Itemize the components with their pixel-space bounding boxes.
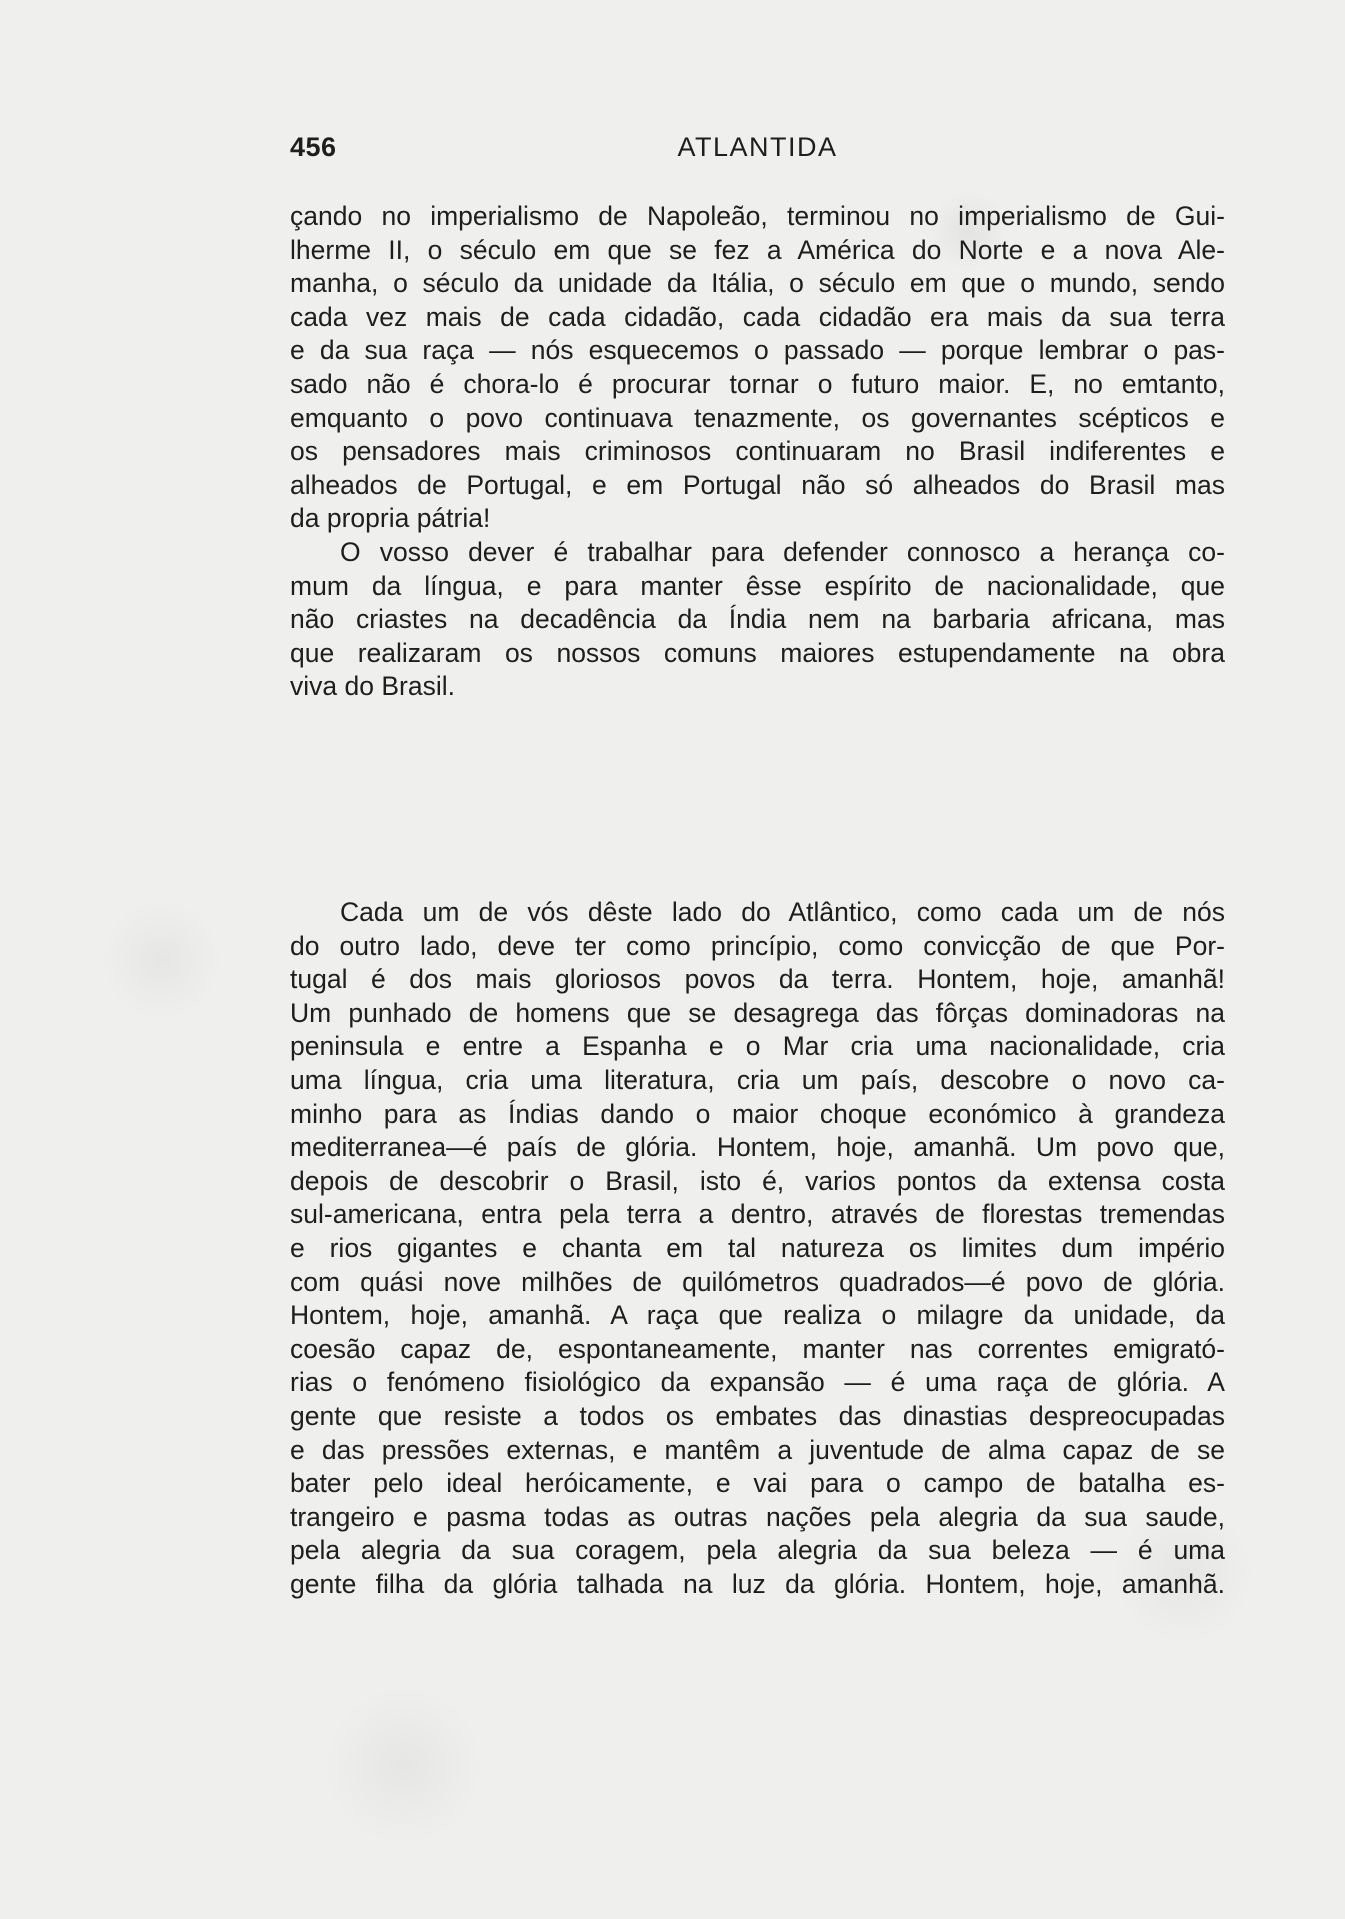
text-line: sul-americana, entra pela terra a dentro, através de florestas tremendas: [290, 1199, 1225, 1230]
text-line: çando no imperialismo de Napoleão, terminou no imperialismo de Gui-: [290, 201, 1225, 231]
text-line: rias o fenómeno fisiológico da expansão — é uma raça de glória. A: [290, 1367, 1225, 1398]
text-line: tugal é dos mais gloriosos povos da terra. Hontem, hoje, amanhã!: [290, 964, 1225, 995]
text-line: alheados de Portugal, e em Portugal não só alheados do Brasil mas: [290, 469, 1225, 500]
paragraph-cada-um: [290, 896, 1225, 1601]
text-line: trangeiro e pasma todas as outras nações pela alegria da sua saude,: [290, 1501, 1225, 1532]
text-line: lherme II, o século em que se fez a América do Norte e a nova Ale-: [290, 234, 1225, 265]
text-line: Um punhado de homens que se desagrega das fôrças dominadoras na: [290, 997, 1225, 1028]
text-line: peninsula e entre a Espanha e o Mar cria uma nacionalidade, cria: [290, 1031, 1225, 1062]
text-line: não criastes na decadência da Índia nem na barbaria africana, mas: [290, 604, 1225, 635]
text-line: mum da língua, e para manter êsse espírito de nacionalidade, que: [290, 570, 1225, 601]
paragraph-continuation: [290, 200, 1225, 536]
text-line: da propria pátria!: [290, 503, 491, 534]
page-header: [290, 132, 1225, 172]
text-line: coesão capaz de, espontaneamente, manter nas correntes emigrató-: [290, 1333, 1225, 1364]
text-line: cada vez mais de cada cidadão, cada cidadão era mais da sua terra: [290, 301, 1225, 332]
text-block-upper: [290, 200, 1225, 704]
text-line: do outro lado, deve ter como princípio, como convicção de que Por-: [290, 930, 1225, 961]
text-line: O vosso dever é trabalhar para defender connosco a herança co-: [340, 536, 1225, 567]
text-line: pela alegria da sua coragem, pela alegria da sua beleza — é uma: [290, 1535, 1225, 1566]
text-line: sado não é chora-lo é procurar tornar o futuro maior. E, no emtanto,: [290, 368, 1225, 399]
paragraph-dever: [290, 536, 1225, 704]
text-line: mediterranea—é país de glória. Hontem, hoje, amanhã. Um povo que,: [290, 1132, 1225, 1163]
text-line: Hontem, hoje, amanhã. A raça que realiza o milagre da unidade, da: [290, 1300, 1225, 1331]
text-line: que realizaram os nossos comuns maiores estupendamente na obra: [290, 637, 1225, 668]
text-line: e das pressões externas, e mantêm a juventude de alma capaz de se: [290, 1434, 1225, 1465]
running-title: ATLANTIDA: [677, 132, 838, 162]
text-line: e da sua raça — nós esquecemos o passado — porque lembrar o pas-: [290, 335, 1225, 366]
text-line: os pensadores mais criminosos continuaram no Brasil indiferentes e: [290, 436, 1225, 467]
text-line: depois de descobrir o Brasil, isto é, varios pontos da extensa costa: [290, 1165, 1225, 1196]
text-line: minho para as Índias dando o maior choque económico à grandeza: [290, 1098, 1225, 1129]
text-line: gente que resiste a todos os embates das dinastias despreocupadas: [290, 1400, 1225, 1431]
text-line: emquanto o povo continuava tenazmente, os governantes scépticos e: [290, 402, 1225, 433]
text-line: uma língua, cria uma literatura, cria um país, descobre o novo ca-: [290, 1064, 1225, 1095]
text-line: e rios gigantes e chanta em tal natureza os limites dum império: [290, 1232, 1225, 1263]
text-line: bater pelo ideal heróicamente, e vai para o campo de batalha es-: [290, 1468, 1225, 1499]
text-line: com quási nove milhões de quilómetros quadrados—é povo de glória.: [290, 1266, 1225, 1297]
page-number: 456: [290, 132, 337, 162]
text-line: viva do Brasil.: [290, 671, 455, 702]
text-line: Cada um de vós dêste lado do Atlântico, como cada um de nós: [340, 897, 1225, 927]
text-line: gente filha da glória talhada na luz da glória. Hontem, hoje, amanhã.: [290, 1568, 1225, 1599]
text-block-lower: [290, 896, 1225, 1601]
text-line: manha, o século da unidade da Itália, o século em que o mundo, sendo: [290, 268, 1225, 299]
